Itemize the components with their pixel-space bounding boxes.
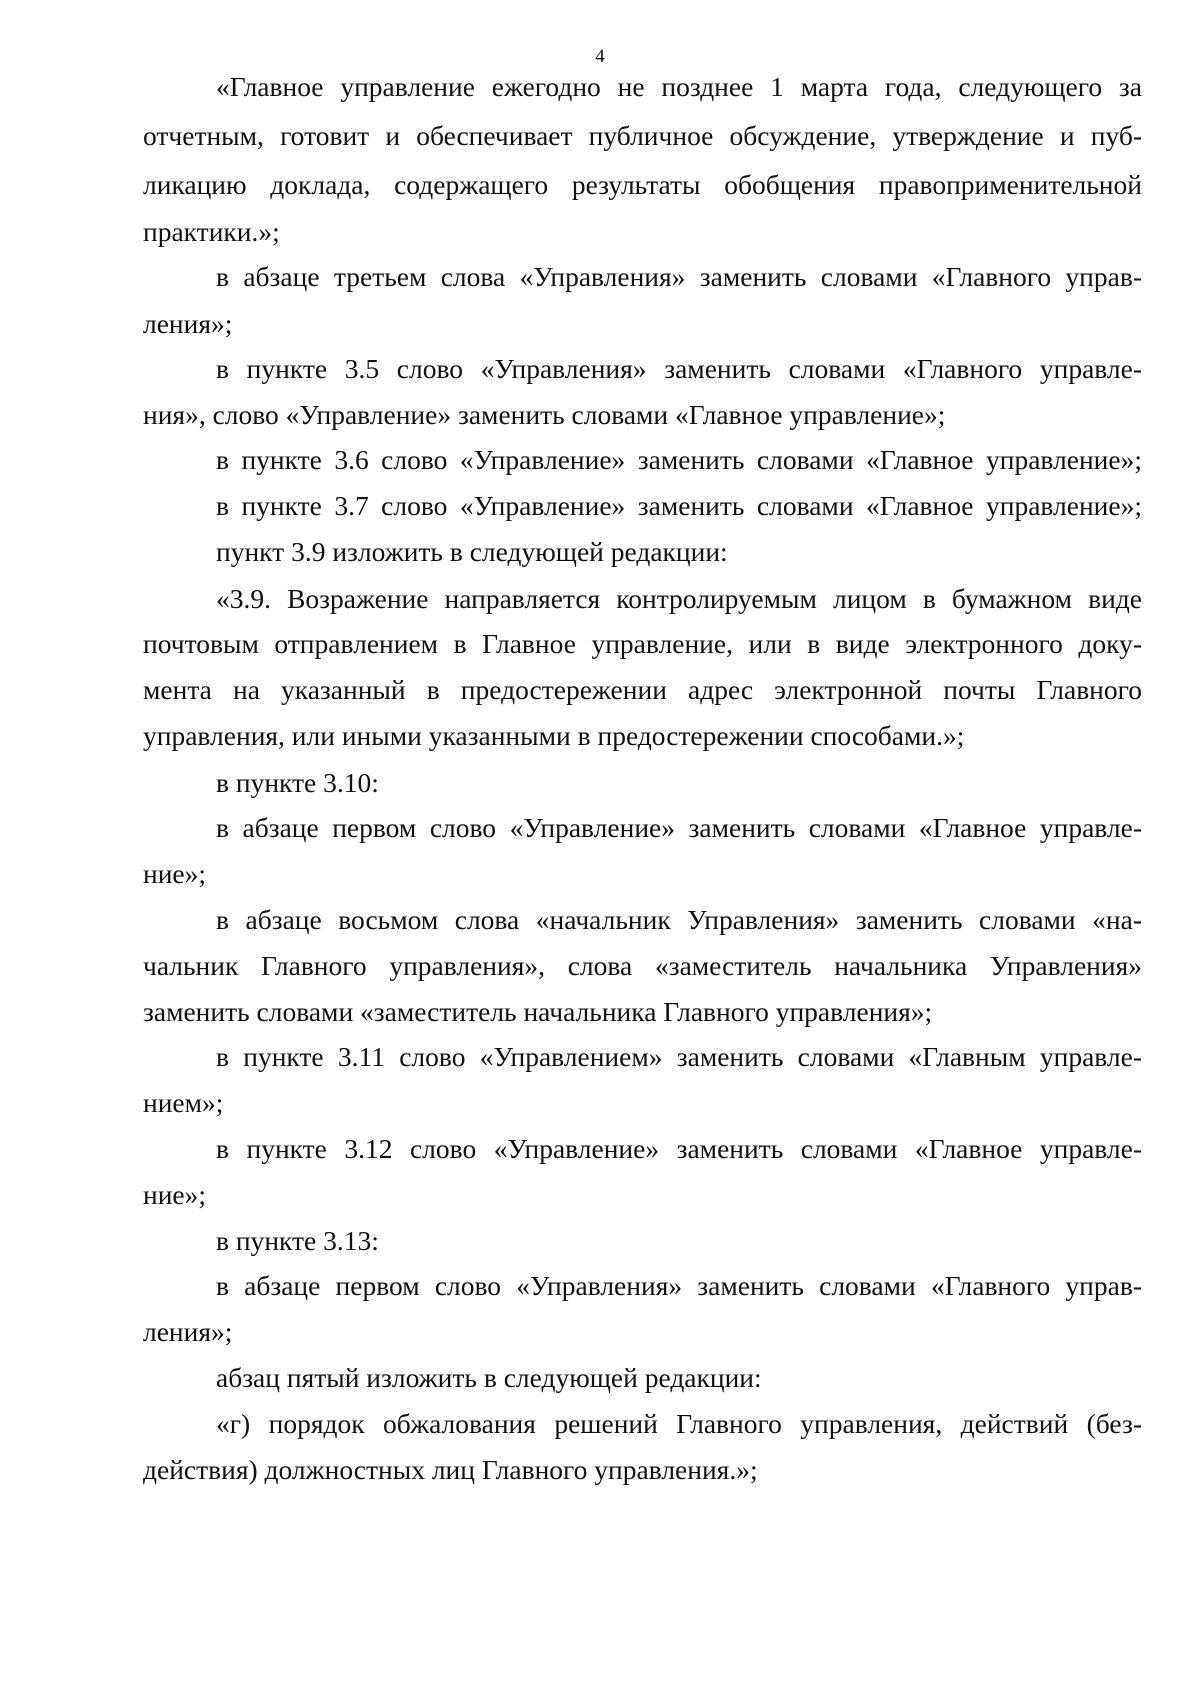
text-line: ние»; (143, 1179, 207, 1210)
text-line: в пункте 3.6 слово «Управление» заменить словами «Главное управление»; (216, 444, 1142, 475)
text-line: заменить словами «заместитель начальника Главного управления»; (143, 996, 933, 1027)
text-line: практики.»; (143, 216, 280, 247)
text-line: в абзаце восьмом слова «начальник Управления» заменить словами «на- (216, 904, 1142, 935)
text-line: в пункте 3.7 слово «Управление» заменить словами «Главное управление»; (216, 490, 1142, 521)
text-line: ликацию доклада, содержащего результаты обобщения правоприменительной (143, 169, 1142, 200)
text-line: нием»; (143, 1087, 224, 1118)
text-line: мента на указанный в предостережении адрес электронной почты Главного (143, 674, 1142, 705)
text-line: в абзаце первом слово «Управление» заменить словами «Главное управле- (216, 812, 1142, 843)
text-line: ления»; (143, 308, 233, 339)
text-line: ния», слово «Управление» заменить словами «Главное управление»; (143, 399, 946, 430)
text-line: в пункте 3.5 слово «Управления» заменить словами «Главного управле- (216, 353, 1142, 384)
text-line: «г) порядок обжалования решений Главного управления, действий (без- (216, 1408, 1142, 1439)
text-line: в пункте 3.12 слово «Управление» заменить словами «Главное управле- (216, 1133, 1142, 1164)
text-line: в пункте 3.11 слово «Управлением» заменить словами «Главным управле- (216, 1041, 1142, 1072)
text-line: абзац пятый изложить в следующей редакции: (216, 1362, 762, 1393)
text-line: в абзаце третьем слова «Управления» заменить словами «Главного управ- (216, 261, 1142, 292)
text-line: в пункте 3.10: (216, 767, 379, 798)
text-line: в пункте 3.13: (216, 1225, 379, 1256)
page-number: 4 (595, 46, 605, 67)
text-line: управления, или иными указанными в предостережении способами.»; (143, 720, 965, 751)
text-line: пункт 3.9 изложить в следующей редакции: (216, 536, 728, 567)
text-line: «3.9. Возражение направляется контролируемым лицом в бумажном виде (216, 583, 1142, 614)
text-line: ние»; (143, 858, 207, 889)
text-line: отчетным, готовит и обеспечивает публичное обсуждение, утверждение и пуб- (143, 120, 1142, 151)
text-line: в абзаце первом слово «Управления» заменить словами «Главного управ- (216, 1270, 1142, 1301)
text-line: чальник Главного управления», слова «заместитель начальника Управления» (143, 950, 1142, 981)
text-line: почтовым отправлением в Главное управление, или в виде электронного доку- (143, 628, 1142, 659)
text-line: «Главное управление ежегодно не позднее 1 марта года, следующего за (216, 71, 1142, 102)
text-line: действия) должностных лиц Главного управления.»; (143, 1454, 758, 1485)
text-line: ления»; (143, 1316, 233, 1347)
